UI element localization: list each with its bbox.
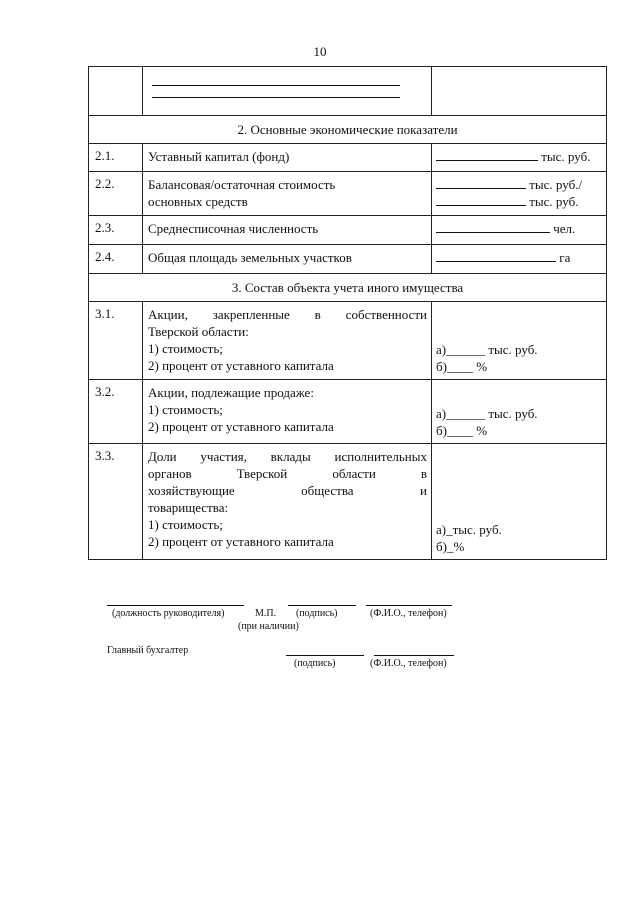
row-number: 3.1.: [89, 302, 143, 380]
fio-phone-caption: (Ф.И.О., телефон): [370, 608, 447, 619]
section-header-row: [89, 116, 607, 144]
row-label: Среднесписочная численность: [143, 216, 432, 245]
value-cell: [432, 245, 607, 274]
row-label-line: Акции, подлежащие продаже:: [148, 385, 314, 400]
fio-line: [366, 605, 452, 606]
row-label: [143, 444, 432, 560]
row-label-line: 1) стоимость;: [148, 402, 223, 417]
blank-line: [436, 150, 538, 161]
row-number: 3.3.: [89, 444, 143, 560]
row-label-line: хозяйствующие общества и: [148, 483, 427, 498]
value-b: б)_%: [436, 539, 465, 554]
table-row: [89, 245, 607, 274]
section-2-title: 2. Основные экономические показатели: [89, 116, 607, 144]
position-signature-line: [107, 605, 244, 606]
table-row: [89, 380, 607, 444]
page-number: 10: [313, 44, 327, 59]
unit-label: тыс. руб.: [529, 194, 579, 209]
row-label-line: основных средств: [148, 194, 248, 209]
value-cell: [432, 444, 607, 560]
fio-phone-caption-2: (Ф.И.О., телефон): [370, 658, 447, 669]
row-number-cell: [89, 67, 143, 116]
row-label-line: Тверской области:: [148, 324, 249, 339]
row-label: [143, 302, 432, 380]
table-row: [89, 302, 607, 380]
value-a: а)_тыс. руб.: [436, 522, 502, 537]
section-header-row: [89, 274, 607, 302]
value-cell: [432, 302, 607, 380]
property-form-table: [88, 66, 607, 560]
accountant-signature-line: [286, 655, 364, 656]
row-label: Уставный капитал (фонд): [143, 144, 432, 172]
section-3-title: 3. Состав объекта учета иного имущества: [89, 274, 607, 302]
table-row: [89, 172, 607, 216]
row-number: 3.2.: [89, 380, 143, 444]
chief-accountant-label: Главный бухгалтер: [107, 645, 189, 656]
table-row: [89, 144, 607, 172]
row-label-line: 2) процент от уставного капитала: [148, 534, 334, 549]
if-available-caption: (при наличии): [238, 621, 299, 632]
signature-caption-2: (подпись): [294, 658, 336, 669]
table-row: [89, 67, 607, 116]
table-row: [89, 444, 607, 560]
row-label: [143, 380, 432, 444]
row-label: [143, 172, 432, 216]
value-cell: [432, 172, 607, 216]
row-number: 2.1.: [89, 144, 143, 172]
blank-line: [436, 222, 550, 233]
value-cell: [432, 144, 607, 172]
signature-line: [288, 605, 356, 606]
row-label-line: Акции, закрепленные в собственности: [148, 307, 427, 322]
row-number: 2.2.: [89, 172, 143, 216]
value-a: а)______ тыс. руб.: [436, 342, 538, 357]
row-number: 2.4.: [89, 245, 143, 274]
accountant-fio-line: [374, 655, 454, 656]
row-number: 2.3.: [89, 216, 143, 245]
value-cell: [432, 380, 607, 444]
value-a: а)______ тыс. руб.: [436, 406, 538, 421]
row-label: Общая площадь земельных участков: [143, 245, 432, 274]
value-cell: [432, 216, 607, 245]
row-label-line: Балансовая/остаточная стоимость: [148, 177, 336, 192]
head-position-caption: (должность руководителя): [112, 608, 225, 619]
signature-caption: (подпись): [296, 608, 338, 619]
unit-label: га: [559, 250, 571, 265]
row-label-line: товарищества:: [148, 500, 229, 515]
row-label-line: 2) процент от уставного капитала: [148, 358, 334, 373]
row-label-line: органов Тверской области в: [148, 466, 427, 481]
value-b: б)____ %: [436, 359, 488, 374]
stamp-caption: М.П.: [255, 608, 277, 619]
value-cell: [432, 67, 607, 116]
table-row: [89, 216, 607, 245]
unit-label: тыс. руб.: [541, 149, 591, 164]
blank-line: [436, 251, 556, 262]
value-b: б)____ %: [436, 423, 488, 438]
blank-line: [436, 195, 526, 206]
blank-line: [436, 178, 526, 189]
row-label-line: 2) процент от уставного капитала: [148, 419, 334, 434]
row-label-line: 1) стоимость;: [148, 341, 223, 356]
row-label-line: 1) стоимость;: [148, 517, 223, 532]
unit-label: тыс. руб./: [529, 177, 583, 192]
row-label-line: Доли участия, вклады исполнительных: [148, 449, 427, 464]
unit-label: чел.: [553, 221, 576, 236]
blank-lines-cell: [143, 67, 432, 116]
